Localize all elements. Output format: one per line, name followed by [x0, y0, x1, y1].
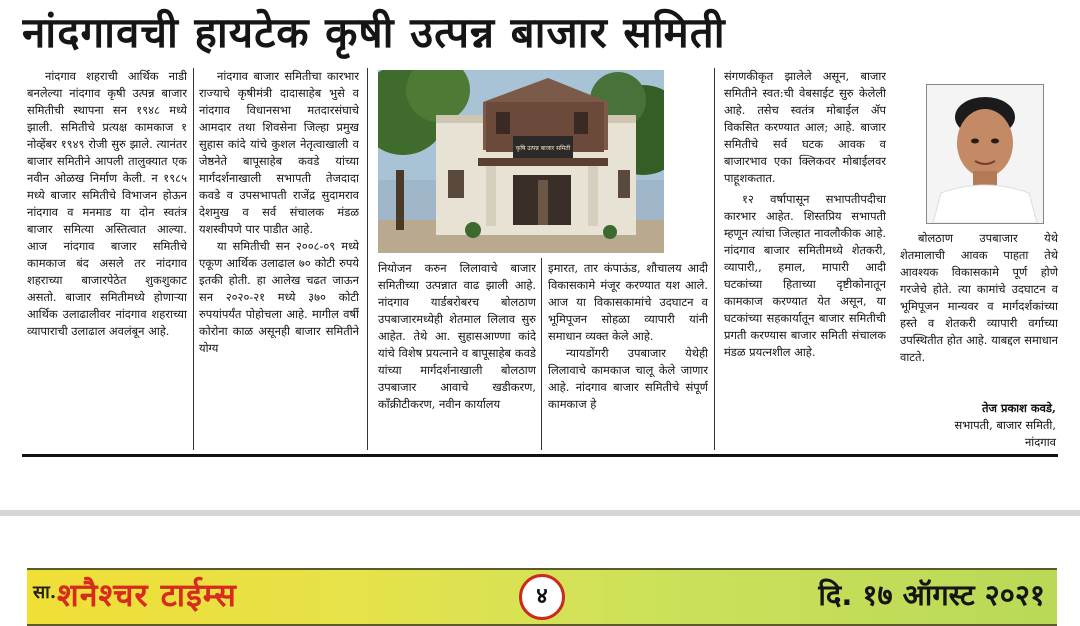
author-signature — [900, 400, 1056, 451]
column-divider — [714, 68, 715, 450]
building-sign-text: कृषि उत्पन्न बाजार समिती — [515, 145, 571, 152]
chairman-portrait — [926, 84, 1044, 224]
headline: नांदगावची हायटेक कृषी उत्पन्न बाजार समिती — [22, 8, 726, 57]
portrait-illustration — [927, 85, 1043, 223]
article-column-2 — [199, 68, 359, 448]
column-divider — [541, 258, 542, 450]
paragraph: इमारत, तार कंपाऊंड, शौचालय आदी विकासकामे मंजूर करण्यात यश आले. आज या विकासकामांचे उदघाटन व भूमिपूजन सोहळा व्यापारी यांनी समाधान व्यक्त केले आहे. — [548, 261, 708, 343]
author-role: सभापती, बाजार समिती, — [954, 418, 1056, 432]
paragraph: या समितीची सन २००८-०९ मध्ये एकूण आर्थिक उलाढाल ७० कोटी रुपये इतकी होती. हा आलेख चढत जाऊन सन २०२०-२१ मध्ये ३७० कोटी रुपयांपर्यंत पोहोचला आहे. मागील वर्षी कोरोना काळ असूनही बाजार समितीने योग्य — [199, 239, 359, 355]
author-place: नांदगाव — [1024, 435, 1056, 449]
paragraph: नांदगाव बाजार समितीचा कारभार राज्याचे कृषीमंत्री दादासाहेब भुसे व नांदगाव विधानसभा मतदारसंघाचे आमदार तथा शिवसेना जिल्हा प्रमुख सुहास कांदे यांचे कुशल नेतृत्वाखाली व जेष्ठनेते बापूसाहेब कवडे यांच्या मार्गदर्शनाखाली सभापती तेजदादा कवडे व उपसभापती राजेंद्र सुदामराव देशमुख व सर्व संचालक मंडळ यशस्वीपणे पार पाडीत आहे. — [199, 69, 359, 236]
paragraph: नांदगाव शहराची आर्थिक नाडी बनलेल्या नांदगाव कृषी उत्पन्न बाजार समितीची स्थापना सन १९४८ मध्ये झाली. समितीचे प्रत्यक्ष कामकाज १ नोव्हेंबर १९४९ रोजी सुरु झाले. त्यानंतर बाजार समितीने आपली तालुक्यात एक नवीन ओळख निर्माण केली. न १९८५ मध्ये बाजार समितीचे विभाजन होऊन नांदगाव व मनमाड या दोन स्वतंत्र बाजार समित्या अस्तित्वात आल्या. आज नांदगाव बाजार समितीचे कामकाज बंद असले तर नांदगाव शहराच्या बाजारपेठेत शुकशुकाट असतो. बाजार समितीमध्ये होणाऱ्या आर्थिक उलाढालीवर नांदगाव शहराच्या व्यापाराची उलाढाल अवलंबून आहे. — [27, 69, 187, 338]
article-column-6 — [900, 230, 1058, 400]
market-building-photo — [378, 70, 664, 253]
page-separator — [0, 510, 1080, 516]
newspaper-footer — [27, 568, 1057, 626]
author-name: तेज प्रकाश कवडे, — [982, 401, 1056, 415]
article-column-4 — [548, 260, 708, 450]
article-bottom-rule — [22, 454, 1058, 457]
paragraph: न्यायडोंगरी उपबाजार येथेही लिलावाचे कामकाज चालू केले जाणार आहे. नांदगाव बाजार समितीचे संपूर्ण कामकाज हे — [548, 346, 708, 411]
paragraph: बोलठाण उपबाजार येथे शेतमालाची आवक पाहता तेथे आवश्यक विकासकामे पूर्ण होणे गरजेचे होते. त्या कामांचे उदघाटन व भूमिपूजन मान्यवर व मार्गदर्शकांच्या हस्ते व शेतकरी व्यापारी वर्गाच्या उपस्थितीत होत आहे. याबद्दल समाधान वाटते. — [900, 231, 1058, 364]
article-column-1 — [27, 68, 187, 448]
building-illustration — [378, 70, 664, 253]
article-column-5 — [724, 68, 886, 448]
column-divider — [367, 68, 368, 450]
page-number: ४ — [519, 574, 565, 620]
article-column-3 — [378, 260, 536, 450]
column-divider — [193, 68, 194, 450]
paper-prefix: सा. — [33, 582, 57, 603]
paper-name: शनैश्चर टाईम्स — [57, 576, 237, 614]
issue-date: दि. १७ ऑगस्ट २०२१ — [818, 578, 1045, 612]
paragraph: नियोजन करुन लिलावाचे बाजार समितीच्या उत्पन्नात वाढ झाली आहे. नांदगाव यार्डबरोबरच बोलठाण उपबाजारमध्येही शेतमाल लिलाव सुरु आहेत. तेथे आ. सुहासआण्णा कांदे यांचे विशेष प्रयत्नाने व बापूसाहेब कवडे यांच्या मार्गदर्शनाखाली बोलठाण उपबाजार आवाचे खडीकरण, कॉंक्रीटीकरण, नवीन कार्यालय — [378, 261, 536, 411]
paragraph: संगणकीकृत झालेले असून, बाजार समितीने स्वत:ची वेबसाईट सुरु केलेली आहे. तसेच स्वतंत्र मोबाईल ॲप विकसित करण्यात आल; आहे. बाजार समितीचे सर्व घटक आवक व बाजारभाव एका क्लिकवर मोबाईलवर पाहूशकतात. — [724, 69, 886, 185]
paragraph: १२ वर्षापासून सभापतीपदीचा कारभार आहेत. शिस्तप्रिय सभापती म्हणून त्यांचा जिल्हात नावलौकीक आहे. नांदगाव बाजार समितीमध्ये शेतकरी, व्यापारी,, हमाल, मापारी आदी घटकांच्या हिताच्या दृष्टीकोनातून कामकाज करण्यात येत असून, या घटकांच्या सहकार्यातून बाजार समितीची प्रगती करण्यास बाजार समिती संचालक मंडळ प्रयत्नशील आहे. — [724, 192, 886, 359]
